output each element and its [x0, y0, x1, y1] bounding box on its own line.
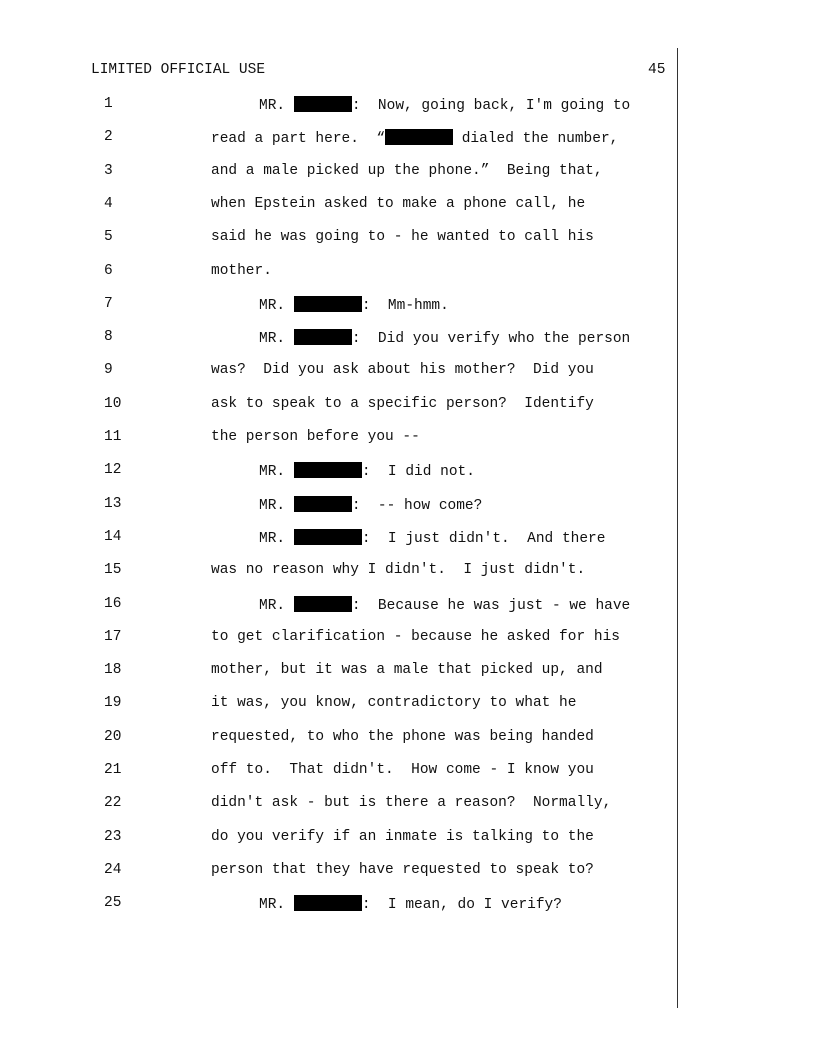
- line-text-start: off to. That didn't. How come - I know you: [211, 762, 594, 778]
- line-text-start: said he was going to - he wanted to call his: [211, 229, 594, 245]
- transcript-line: [0, 829, 676, 849]
- line-text-start: mother, but it was a male that picked up, and: [211, 662, 603, 678]
- line-number: 17: [104, 629, 122, 645]
- redaction-box: [294, 296, 362, 312]
- line-number: 22: [104, 795, 122, 811]
- line-text-end: : Did you verify who the person: [351, 331, 631, 347]
- line-number: 4: [104, 196, 113, 212]
- line-text: [259, 296, 449, 314]
- line-number: 9: [104, 362, 113, 378]
- line-number: 12: [104, 462, 122, 478]
- transcript-line: [0, 129, 676, 149]
- transcript-line: [0, 229, 676, 249]
- transcript-line: [0, 596, 676, 616]
- redaction-box: [294, 496, 352, 512]
- line-text: [211, 762, 594, 778]
- line-text: [211, 196, 585, 212]
- line-text-start: was? Did you ask about his mother? Did you: [211, 362, 594, 378]
- line-text: [259, 596, 630, 614]
- transcript-line: [0, 562, 676, 582]
- transcript-line: [0, 695, 676, 715]
- transcript-line: [0, 396, 676, 416]
- redaction-box: [294, 462, 362, 478]
- line-text: [211, 795, 611, 811]
- transcript-line: [0, 895, 676, 915]
- line-text: [211, 362, 594, 378]
- line-text: [259, 895, 562, 913]
- line-text: [211, 229, 594, 245]
- redaction-box: [294, 596, 352, 612]
- line-text-start: requested, to who the phone was being handed: [211, 729, 594, 745]
- redaction-box: [294, 895, 362, 911]
- line-text: [211, 862, 594, 878]
- transcript-line: [0, 96, 676, 116]
- line-text-start: MR.: [259, 531, 294, 547]
- redaction-box: [294, 96, 352, 112]
- line-text-end: : Because he was just - we have: [351, 598, 631, 614]
- line-number: 21: [104, 762, 122, 778]
- line-text-start: it was, you know, contradictory to what he: [211, 695, 577, 711]
- line-text-start: MR.: [259, 464, 294, 480]
- transcript-line: [0, 462, 676, 482]
- line-text: [259, 96, 630, 114]
- line-number: 11: [104, 429, 122, 445]
- transcript-line: [0, 629, 676, 649]
- transcript-line: [0, 429, 676, 449]
- line-text-end: : Now, going back, I'm going to: [351, 98, 631, 114]
- line-text-start: MR.: [259, 498, 294, 514]
- line-text: [211, 695, 576, 711]
- transcript-line: [0, 496, 676, 516]
- line-number: 10: [104, 396, 122, 412]
- line-number: 20: [104, 729, 122, 745]
- line-text-start: mother.: [211, 263, 272, 279]
- line-text: [211, 829, 594, 845]
- line-text-start: when Epstein asked to make a phone call, he: [211, 196, 586, 212]
- line-text: [211, 129, 618, 147]
- line-number: 25: [104, 895, 122, 911]
- transcript-line: [0, 662, 676, 682]
- transcript-line: [0, 163, 676, 183]
- line-number: 23: [104, 829, 122, 845]
- line-number: 18: [104, 662, 122, 678]
- line-text: [211, 629, 620, 645]
- redaction-box: [294, 529, 362, 545]
- transcript-line: [0, 362, 676, 382]
- line-text-start: MR.: [259, 331, 294, 347]
- transcript-line: [0, 296, 676, 316]
- line-text-end: : -- how come?: [351, 498, 483, 514]
- line-text-start: ask to speak to a specific person? Identify: [211, 396, 594, 412]
- line-number: 14: [104, 529, 122, 545]
- line-text: [259, 462, 475, 480]
- line-number: 24: [104, 862, 122, 878]
- line-text-start: and a male picked up the phone.” Being that,: [211, 163, 603, 179]
- line-text: [259, 529, 605, 547]
- line-text: [211, 396, 594, 412]
- transcript-line: [0, 729, 676, 749]
- right-margin-rule: [677, 48, 678, 1008]
- line-text-start: MR.: [259, 598, 294, 614]
- line-text-start: MR.: [259, 897, 294, 913]
- line-text-end: : I just didn't. And there: [361, 531, 606, 547]
- line-text-end: : Mm-hmm.: [361, 298, 449, 314]
- line-number: 6: [104, 263, 113, 279]
- line-text: [211, 562, 585, 578]
- redaction-box: [294, 329, 352, 345]
- line-text: [211, 163, 603, 179]
- line-text-start: was no reason why I didn't. I just didn't.: [211, 562, 586, 578]
- line-number: 19: [104, 695, 122, 711]
- line-number: 8: [104, 329, 113, 345]
- line-text-start: read a part here. “: [211, 131, 386, 147]
- transcript-line: [0, 329, 676, 349]
- line-number: 1: [104, 96, 113, 112]
- line-number: 15: [104, 562, 122, 578]
- line-text: [211, 662, 603, 678]
- line-text: [211, 429, 420, 445]
- line-text-end: : I mean, do I verify?: [361, 897, 562, 913]
- line-text-start: the person before you --: [211, 429, 420, 445]
- transcript-line: [0, 862, 676, 882]
- line-text: [211, 263, 272, 279]
- line-number: 5: [104, 229, 113, 245]
- line-number: 16: [104, 596, 122, 612]
- line-text-start: to get clarification - because he asked for his: [211, 629, 620, 645]
- line-text-start: MR.: [259, 98, 294, 114]
- line-text-start: MR.: [259, 298, 294, 314]
- transcript-line: [0, 795, 676, 815]
- line-text-start: do you verify if an inmate is talking to the: [211, 829, 594, 845]
- line-text: [211, 729, 594, 745]
- redaction-box: [385, 129, 453, 145]
- line-number: 3: [104, 163, 113, 179]
- line-number: 13: [104, 496, 122, 512]
- line-number: 7: [104, 296, 113, 312]
- page-number: 45: [648, 62, 666, 78]
- transcript-line: [0, 762, 676, 782]
- transcript-line: [0, 529, 676, 549]
- classification-header: LIMITED OFFICIAL USE: [91, 62, 266, 78]
- transcript-line: [0, 263, 676, 283]
- line-text-end: dialed the number,: [453, 131, 619, 147]
- line-text-start: person that they have requested to speak to?: [211, 862, 594, 878]
- line-text: [259, 496, 482, 514]
- line-text-start: didn't ask - but is there a reason? Normally,: [211, 795, 612, 811]
- line-text-end: : I did not.: [361, 464, 475, 480]
- line-text: [259, 329, 630, 347]
- line-number: 2: [104, 129, 113, 145]
- transcript-line: [0, 196, 676, 216]
